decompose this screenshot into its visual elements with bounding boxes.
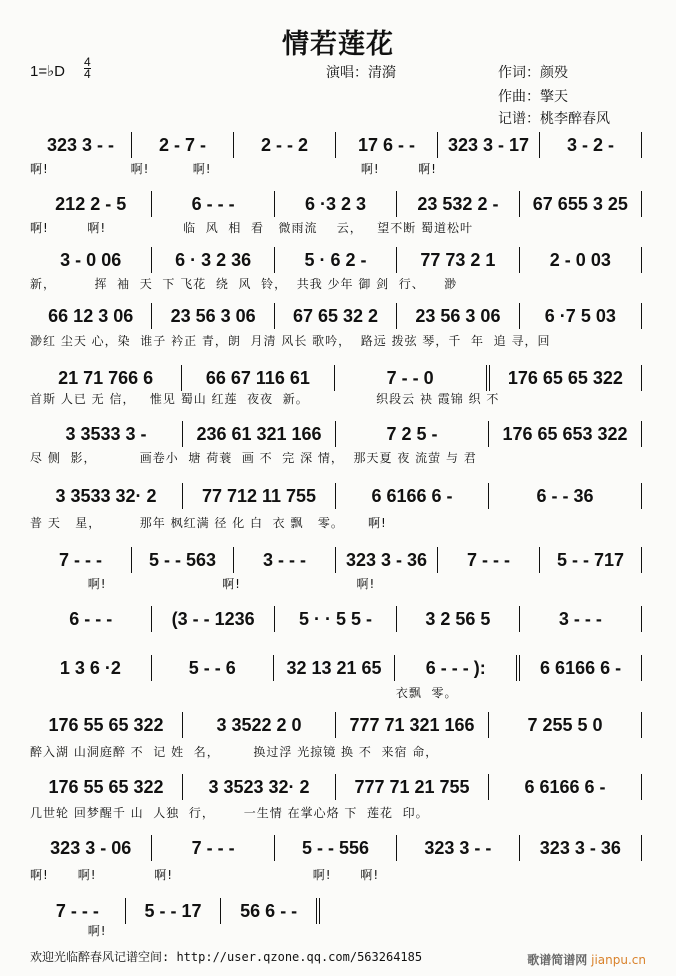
measure: 66 67 116 61 bbox=[182, 365, 334, 391]
measure: 7 - - 0 bbox=[335, 365, 490, 391]
lyricist: 作词：颜殁 bbox=[498, 65, 568, 81]
notation-row bbox=[30, 655, 642, 681]
measure: 77 73 2 1 bbox=[397, 247, 519, 273]
measure: 176 65 65 322 bbox=[490, 365, 642, 391]
measure: 212 2 - 5 bbox=[30, 191, 152, 217]
measure: 323 3 - - bbox=[30, 132, 132, 158]
lyric-line: 几世轮 回梦醒千 山 人独 行， 一生情 在掌心烙 下 莲花 印。 bbox=[30, 806, 429, 820]
measure: 5 - - 6 bbox=[152, 655, 274, 681]
notation-row bbox=[30, 247, 642, 273]
measure: 67 655 3 25 bbox=[520, 191, 642, 217]
measure: 3 - 2 - bbox=[540, 132, 642, 158]
measure: 7 - - - bbox=[152, 835, 274, 861]
measure: 32 13 21 65 bbox=[274, 655, 396, 681]
lyric-line: 新， 挥 袖 天 下 飞花 绕 风 铃， 共我 少年 御 剑 行、 渺 bbox=[30, 277, 458, 291]
measure: 5 - - 563 bbox=[132, 547, 234, 573]
measure: 5 - - 17 bbox=[126, 898, 222, 924]
measure: 2 - 0 03 bbox=[520, 247, 642, 273]
measure: 6 6166 6 - bbox=[520, 655, 642, 681]
notation-row bbox=[30, 303, 642, 329]
measure: 5 · 6 2 - bbox=[275, 247, 397, 273]
notation-row bbox=[30, 547, 642, 573]
measure: 3 2 56 5 bbox=[397, 606, 519, 632]
measure: 176 55 65 322 bbox=[30, 774, 183, 800]
singer: 演唱：清漪 bbox=[326, 65, 396, 81]
measure: 323 3 - - bbox=[397, 835, 519, 861]
measure: 56 6 - - bbox=[221, 898, 320, 924]
measure: 777 71 321 166 bbox=[336, 712, 489, 738]
lyric-line: 啊! 啊! 啊! 啊! 啊! bbox=[30, 162, 437, 176]
measure: 17 6 - - bbox=[336, 132, 438, 158]
lyric-line: 啊! 啊! 啊! 啊! 啊! bbox=[30, 868, 380, 882]
measure: 23 56 3 06 bbox=[152, 303, 274, 329]
measure: 323 3 - 36 bbox=[520, 835, 642, 861]
measure: 3 - - - bbox=[520, 606, 642, 632]
measure: 323 3 - 36 bbox=[336, 547, 438, 573]
lyric-line: 首斯 人已 无 信， 惟见 蜀山 红莲 夜夜 新。 织段云 袂 霞锦 织 不 bbox=[30, 392, 500, 406]
notation-row bbox=[30, 132, 642, 158]
lyric-line: 啊! 啊! 啊! bbox=[30, 577, 376, 591]
measure: 7 255 5 0 bbox=[489, 712, 642, 738]
measure: 236 61 321 166 bbox=[183, 421, 336, 447]
measure: 7 - - - bbox=[30, 547, 132, 573]
measure: 3 3533 3 - bbox=[30, 421, 183, 447]
watermark bbox=[527, 951, 646, 968]
notation-row bbox=[30, 421, 642, 447]
measure: 6 6166 6 - bbox=[489, 774, 642, 800]
lyric-line: 啊! bbox=[30, 924, 107, 938]
key-signature: 1=♭D bbox=[30, 63, 66, 80]
measure: 2 - - 2 bbox=[234, 132, 336, 158]
measure: 3 3522 2 0 bbox=[183, 712, 336, 738]
measure: 5 · · 5 5 - bbox=[275, 606, 397, 632]
notation-row bbox=[30, 774, 642, 800]
song-title: 情若莲花 bbox=[282, 29, 394, 60]
measure: 6 6166 6 - bbox=[336, 483, 489, 509]
measure: 7 - - - bbox=[30, 898, 126, 924]
lyric-line: 普 天 星， 那年 枫红满 径 化 白 衣 飘 零。 啊! bbox=[30, 516, 387, 530]
watermark-cn: 歌谱简谱网 bbox=[527, 953, 588, 967]
measure: 777 71 21 755 bbox=[336, 774, 489, 800]
measure: 3 3533 32· 2 bbox=[30, 483, 183, 509]
measure: 1 3 6 ·2 bbox=[30, 655, 152, 681]
lyric-line: 醉入湖 山洞庭醉 不 记 姓 名， 换过浮 光掠镜 换 不 来宿 命， bbox=[30, 745, 439, 759]
composer: 作曲：擎天 bbox=[498, 89, 568, 105]
measure: 323 3 - 06 bbox=[30, 835, 152, 861]
watermark-en: jianpu.cn bbox=[591, 953, 646, 967]
measure: 6 - - 36 bbox=[489, 483, 642, 509]
notation-row bbox=[30, 712, 642, 738]
measure: 77 712 11 755 bbox=[183, 483, 336, 509]
measure: 5 - - 556 bbox=[275, 835, 397, 861]
measure: 3 3523 32· 2 bbox=[183, 774, 336, 800]
measure: 7 2 5 - bbox=[336, 421, 489, 447]
lyric-line: 啊! 啊! 临 风 相 看 微雨流 云， 望不断 蜀道松叶 bbox=[30, 221, 474, 235]
measure: 67 65 32 2 bbox=[275, 303, 397, 329]
time-sig-top: 4 bbox=[84, 55, 91, 69]
measure: 7 - - - bbox=[438, 547, 540, 573]
transcriber: 记谱：桃李醉春风 bbox=[498, 111, 610, 127]
measure: 6 ·3 2 3 bbox=[275, 191, 397, 217]
measure: 3 - 0 06 bbox=[30, 247, 152, 273]
notation-row bbox=[30, 483, 642, 509]
measure: 23 532 2 - bbox=[397, 191, 519, 217]
lyric-line: 衣飘 零。 bbox=[30, 686, 458, 700]
measure: 6 - - - bbox=[152, 191, 274, 217]
footer-text: 欢迎光临醉春风记谱空间: http://user.qzone.qq.com/563264185 bbox=[30, 950, 423, 964]
measure: 176 55 65 322 bbox=[30, 712, 183, 738]
time-signature bbox=[84, 57, 91, 80]
notation-row bbox=[30, 835, 642, 861]
lyric-line: 尽 侧 影， 画卷小 塘 荷蓑 画 不 完 深 情， 那天夏 夜 流萤 与 君 bbox=[30, 451, 477, 465]
notation-row bbox=[30, 898, 320, 924]
measure: 5 - - 717 bbox=[540, 547, 642, 573]
measure: 23 56 3 06 bbox=[397, 303, 519, 329]
measure: 176 65 653 322 bbox=[489, 421, 642, 447]
notation-row bbox=[30, 191, 642, 217]
lyric-line: 渺红 尘天 心，染 谁子 衿正 青，朗 月清 风长 歌吟， 路远 拨弦 琴，千 年 追 寻，回 bbox=[30, 334, 551, 348]
time-sig-bottom: 4 bbox=[84, 67, 91, 81]
notation-row bbox=[30, 606, 642, 632]
measure: 3 - - - bbox=[234, 547, 336, 573]
measure: (3 - - 1236 bbox=[152, 606, 274, 632]
measure: 2 - 7 - bbox=[132, 132, 234, 158]
notation-row bbox=[30, 365, 642, 391]
measure: 6 · 3 2 36 bbox=[152, 247, 274, 273]
measure: 6 - - - bbox=[30, 606, 152, 632]
measure: 66 12 3 06 bbox=[30, 303, 152, 329]
measure: 6 - - - ): bbox=[395, 655, 520, 681]
measure: 323 3 - 17 bbox=[438, 132, 540, 158]
measure: 21 71 766 6 bbox=[30, 365, 182, 391]
measure: 6 ·7 5 03 bbox=[520, 303, 642, 329]
